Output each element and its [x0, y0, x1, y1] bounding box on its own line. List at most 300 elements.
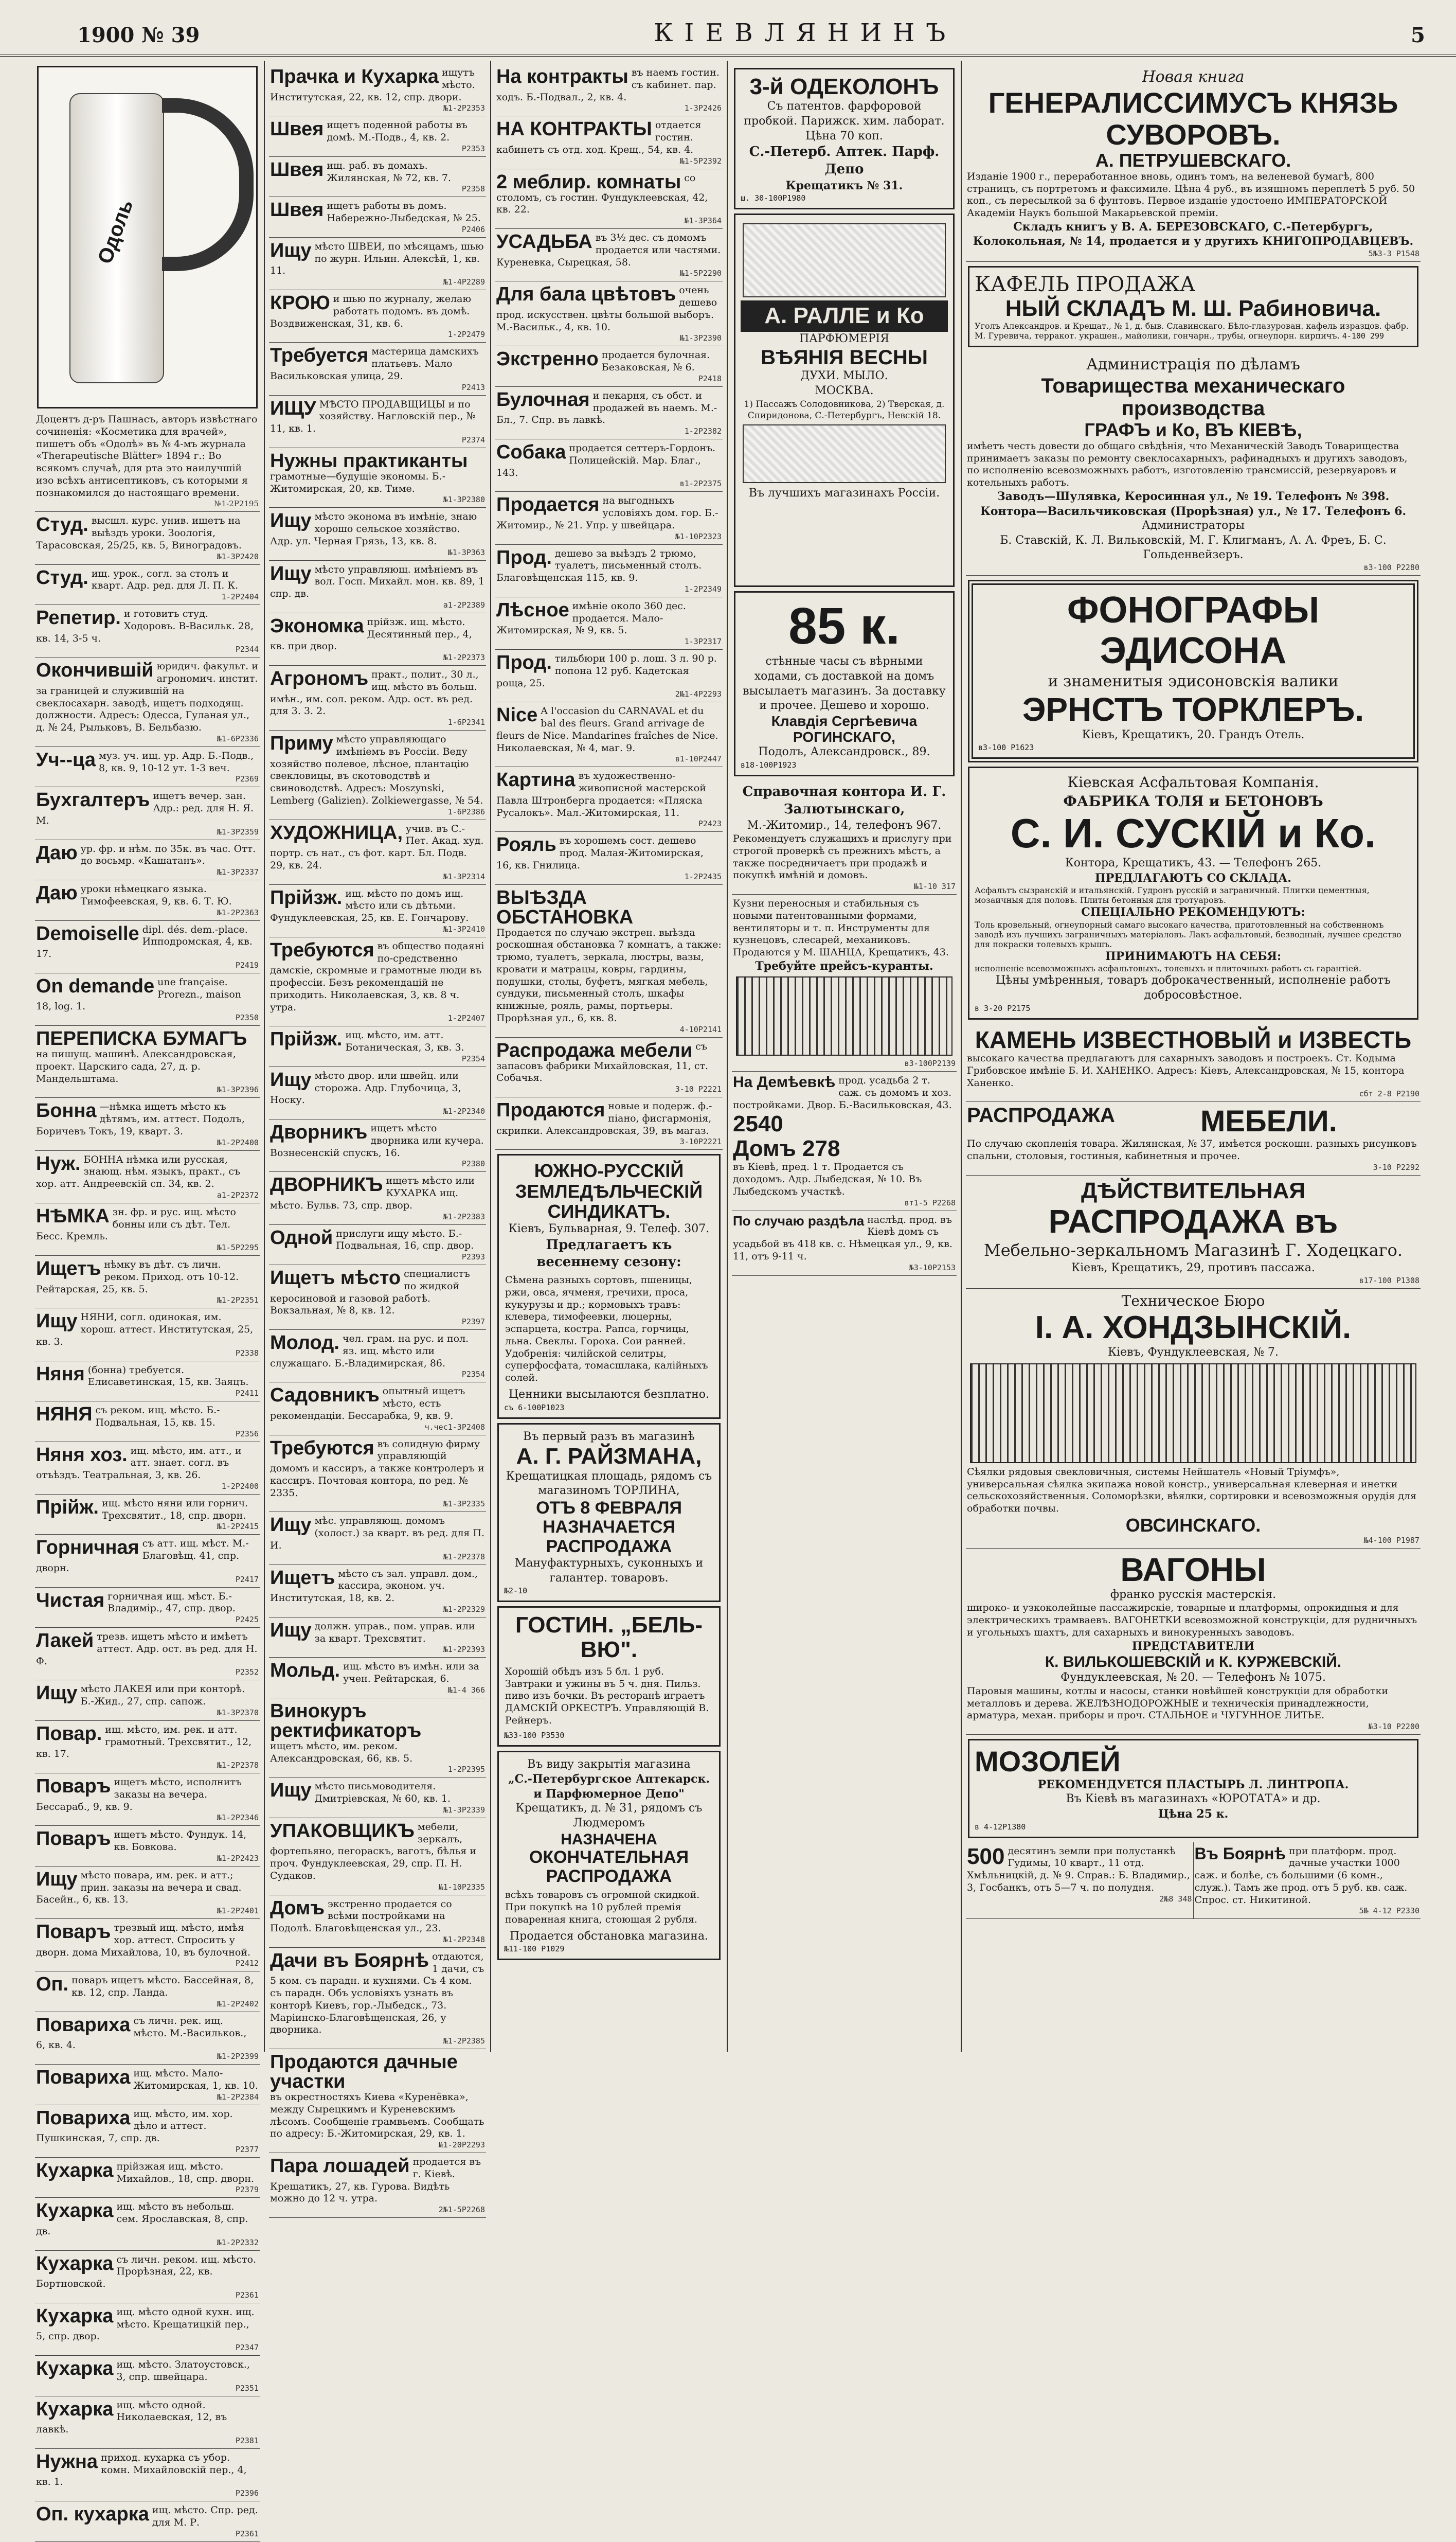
khondzynsky-address: Кіевъ, Фундуклеевская, № 7. [1108, 1346, 1279, 1359]
ad-headword: Картина [496, 769, 576, 791]
ad-headword: Экономка [270, 615, 364, 637]
classified-ad [495, 832, 723, 884]
kafel-title: НЫЙ СКЛАДЪ М. Ш. Рабиновича. [1005, 295, 1381, 321]
ad-reference: P2369 [235, 774, 259, 784]
ad-headword: Продается [496, 494, 600, 516]
ad-reference: P2412 [235, 1959, 259, 1968]
spravochnaya-title: Справочная контора И. Г. Залютынскаго, [742, 784, 946, 817]
classified-ad [269, 508, 486, 560]
classified-ad [35, 1308, 260, 1361]
ad-text: въ 3½ дес. съ домомъ продается или частями. Куреневка, Сырецкая, 58. [496, 232, 721, 268]
classified-ad [269, 1067, 486, 1119]
ad-text: ищ. мѣсто няни или горнич. Трехсвятит., 18, спр. дворн. [101, 1497, 248, 1521]
ad-reference: №1-20P2293 [438, 2140, 485, 2149]
classified-ad [269, 1658, 486, 1698]
syndicate-advertisement [497, 1154, 721, 1418]
ad-reference: 3-10 P2221 [675, 1085, 722, 1094]
ad-reference: №1-3P2390 [679, 333, 722, 343]
classified-ad [269, 731, 486, 820]
ad-reference: №1-2P2383 [443, 1212, 485, 1221]
mozoli-title: МОЗОЛЕЙ [975, 1745, 1121, 1778]
suskiy-special: СПЕЦІАЛЬНО РЕКОМЕНДУЮТЪ: [1081, 905, 1305, 919]
classified-ad [269, 1026, 486, 1067]
suskiy-text2: Толь кровельный, огнеупорный самаго высокаго качества, приготовленный на собственномъ заводѣ изъ лучшихъ заграничныхъ матеріаловъ. Лакъ асфальтовый, безводный, лучшее средство для покраски толевыхъ крышъ. [975, 919, 1401, 949]
edison-sub: и знаменитыя эдисоновскія валики [1048, 672, 1339, 691]
ad-text: мѣсто съ зал. управл. дом., кассира, эконом. уч. Институтская, 18, кв. 2. [270, 1568, 478, 1604]
demievka-advertisement [732, 1072, 957, 1211]
raizman-advertisement [497, 1423, 721, 1603]
ad-reference: P2344 [235, 645, 259, 654]
ad-reference: №33-100 P3530 [504, 1730, 565, 1740]
ad-headword: Прачка и Кухарка [270, 66, 439, 87]
ad-headword: Прійзж. [270, 886, 343, 909]
ad-text: ищ. мѣсто одной кухн. ищ. мѣсто. Крещатицкій пер., 5, спр. двор. [36, 2306, 255, 2342]
ad-text: мебели, зеркалъ, фортепьяно, пегораскъ, ваготъ, бѣлья и проч. Фундуклеевская, 29, спр. П. Н. Судаков. [270, 1821, 476, 1881]
ad-text: ищ. мѣсто по домъ ищ. мѣсто или съ дѣтьми. Фундуклеевская, 25, кв. Е. Гончарову. [270, 887, 469, 923]
classified-ad [35, 1919, 260, 1971]
ad-reference: №2-10 [504, 1586, 528, 1596]
ad-headword: Кухарка [36, 2252, 114, 2274]
ad-reference: в18-100P1923 [741, 760, 797, 770]
ad-reference: №1-2P2351 [217, 1295, 259, 1305]
ad-reference: P2338 [235, 1348, 259, 1358]
vagony-text: широко- и узкоколейные пассажирскіе, товарные и платформы, опрокидныя и для электрическихъ трамваевъ. ВАГОНЕТКИ всевозможной конструкціи, для рудничныхъ и угольныхъ шахтъ, для сахарныхъ и винокуренныхъ заводовъ. [967, 1602, 1417, 1638]
ad-reference: №1-10P2335 [438, 1882, 485, 1892]
ad-text: уроки нѣмецкаго языка. Тимофеевская, 9, кв. 6. Т. Ю. [80, 883, 232, 907]
newspaper-title: КІЕВЛЯНИНЪ [654, 19, 957, 47]
mebel-advertisement [966, 1102, 1421, 1175]
ad-reference: P2380 [461, 1159, 485, 1169]
ralle-brand: А. РАЛЛЕ и Ко [741, 300, 948, 331]
classified-ad [35, 1588, 260, 1628]
watch-text: стѣнные часы съ вѣрными ходами, съ доставкой на домъ высылаетъ магазинъ. За доставку и прочее. Дешево и хорошо. [743, 655, 946, 713]
graf-admin-label: Администраторы [1141, 519, 1245, 532]
ad-headword: Молод. [270, 1332, 339, 1354]
ad-headword: Винокуръ ректификаторъ [270, 1700, 422, 1741]
suskiy-address: Контора, Крещатикъ, 43. — Телефонъ 265. [1065, 857, 1322, 870]
ad-reference: P2425 [235, 1615, 259, 1624]
classified-ad [35, 1628, 260, 1680]
ad-text: мѣсто эконома въ имѣніе, знаю хорошо сельское хозяйство. Адр. ул. Черная Грязь, 13, кв. 8. [270, 511, 477, 547]
ad-reference: 1-2P2404 [221, 592, 259, 601]
classified-ad [35, 1535, 260, 1587]
ad-reference: №4-100 Р1987 [1363, 1535, 1419, 1545]
ad-headword: Ищу [270, 562, 312, 584]
ad-reference: №1-3P2396 [217, 1085, 259, 1095]
ad-headword: Продаются дачные участки [270, 2051, 458, 2092]
ad-headword: Поваръ [36, 1828, 111, 1850]
ad-headword: ВЫѢЗДА ОБСТАНОВКА [496, 886, 634, 928]
classified-ad [35, 1442, 260, 1495]
vagony-title: ВАГОНЫ [1120, 1551, 1266, 1588]
ad-text: ищ. мѣсто въ небольш. сем. Ярославская, 8, спр. дв. [36, 2201, 248, 2237]
ad-reference: 1-2P2395 [447, 1765, 485, 1774]
ad-headword: Требуются [270, 1437, 374, 1459]
ad-headword: ДВОРНИКЪ [270, 1174, 383, 1196]
ad-text: прійзжая ищ. мѣсто. Михайлов., 18, спр. дворн. [116, 2160, 255, 2184]
ralle-advertisement [734, 214, 955, 587]
classified-ad [35, 2501, 260, 2542]
khodetsky-sub: Мебельно-зеркальномъ Магазинѣ Г. Ходецкаго. [983, 1240, 1403, 1260]
ad-headword: Студ. [36, 566, 88, 589]
ad-text: трезв. ищетъ мѣсто и имѣетъ аттест. Адр. ост. въ ред. для Н. Ф. [36, 1631, 258, 1667]
ad-reference: №1-3P2359 [217, 827, 259, 837]
ad-reference: №1-2P2378 [443, 1552, 485, 1561]
ad-text: и готовитъ студ. Ходоровъ. В-Васильк. 28, кв. 14, 3-5 ч. [36, 608, 254, 644]
dom-label: Домъ 278 [733, 1136, 840, 1162]
column-4 [728, 61, 962, 2052]
ad-reference: №1-2P2348 [443, 1934, 485, 1944]
classified-ad [35, 1026, 260, 1098]
odekolon-address: Крещатикъ № 31. [785, 179, 903, 192]
ad-headword: Для бала цвѣтовъ [496, 283, 676, 306]
suskiy-pre: Кіевская Асфальтовая Компанія. [1067, 774, 1319, 791]
classified-ad [495, 439, 723, 492]
suskiy-foot: Цѣны умѣренныя, товаръ доброкачественный, исполненіе работъ добросовѣстное. [995, 974, 1391, 1002]
ad-headword: Повариха [36, 2107, 131, 2129]
classified-ad [495, 545, 723, 597]
ad-text: дешево за выѣздъ 2 трюмо, туалетъ, письменный столъ. Благовѣщенская 115, кв. 9. [496, 547, 702, 583]
classified-ad [35, 1866, 260, 1919]
watches-advertisement [734, 591, 955, 776]
ad-reference: P2361 [235, 2290, 259, 2300]
ad-reference: P2411 [235, 1389, 259, 1398]
ad-reference: №1-4 366 [447, 1685, 485, 1695]
ad-reference: P2358 [461, 184, 485, 194]
column-1 [31, 61, 265, 2538]
ad-text: практ., полит., 30 л., ищ. мѣсто въ больш. имѣн., им. сол. реком. Адр. ост. въ ред. для 3. 3. 2. [270, 669, 479, 717]
ad-text: и шью по журналу, желаю работать подомъ. въ домѣ. Воздвиженская, 31, кв. 6. [270, 293, 472, 329]
classified-ad [495, 492, 723, 544]
ad-text: отдается гостин. кабинетъ съ отд. ход. Крещ., 54, кв. 4. [496, 119, 702, 155]
ad-text: ищ. мѣсто, им. атт., и атт. знает. согл. въ отъѣздъ. Театральная, 3, кв. 26. [36, 1445, 242, 1481]
ralle-line1: ПАРФЮМЕРІЯ [799, 332, 889, 345]
ad-reference: №1-2P2363 [217, 908, 259, 917]
ad-headword: Швея [270, 158, 324, 181]
syndicate-title: ЮЖНО-РУССКІЙ ЗЕМЛЕДѢЛЬЧЕСКІЙ СИНДИКАТЪ. [515, 1160, 703, 1222]
ad-headword: Даю [36, 842, 78, 864]
ad-reference: P2419 [235, 960, 259, 970]
kafel-lead: КАФЕЛЬ ПРОДАЖА [975, 272, 1196, 296]
ad-reference: 1-6P2341 [447, 718, 485, 727]
inheritance-lead: По случаю раздѣла [733, 1213, 865, 1229]
bottom-ads-row [966, 1842, 1421, 1919]
odol-testimonial [35, 411, 260, 512]
ad-text: ищ. мѣсто, им. рек. и атт. грамотный. Трехсвятит., 12, кв. 17. [36, 1723, 252, 1760]
khodetsky-advertisement [966, 1176, 1421, 1289]
raizman-name: А. Г. РАЙЗМАНА, [516, 1444, 702, 1469]
ad-headword: Повариха [36, 2014, 131, 2036]
classified-ad [269, 2153, 486, 2218]
ad-headword: Прійж. [36, 1496, 99, 1518]
classified-ad [495, 281, 723, 346]
floral-ornament-icon [743, 223, 946, 297]
ad-headword: Повариха [36, 2067, 131, 2088]
ad-reference: а1-2P2389 [443, 600, 485, 610]
ad-headword: Требуются [270, 939, 374, 961]
ad-reference: №1-3P2337 [217, 867, 259, 877]
classified-ad [495, 1097, 723, 1150]
ad-text: ищетъ мѣсто, им. реком. Александровская, 66, кв. 5. [270, 1740, 413, 1764]
classified-ad [35, 1361, 260, 1402]
classified-ad [35, 2396, 260, 2449]
classified-list-col2 [269, 64, 486, 2218]
ad-headword: ПЕРЕПИСКА БУМАГЪ [36, 1028, 247, 1050]
mozoli-price: Цѣна 25 к. [1158, 1807, 1229, 1821]
ad-headword: Нужна [36, 2450, 98, 2473]
ad-text: ищ. мѣсто, им. атт. Ботаническая, 3, кв. 3. [345, 1029, 464, 1053]
graf-pre: Администрація по дѣламъ [1086, 355, 1300, 374]
classified-ad [269, 2049, 486, 2153]
graf-office: Контора—Васильчиковская (Прорѣзная) ул., № 17. Телефонъ 6. [980, 504, 1407, 518]
ad-text: A l'occasion du CARNAVAL et du bal des fleurs. Grand arrivage de fleurs de Nice. Mandarines fraîches de Nice. Николаевская, № 4, маг. 9. [496, 705, 718, 754]
ad-text: ищ. мѣсто. Златоустовск., 3, спр. швейцара. [116, 2359, 250, 2383]
ad-text: ищ. мѣсто въ имѣн. или за учен. Рейтарская, 6. [343, 1661, 479, 1684]
ad-headword: Кухарка [36, 2200, 114, 2222]
graf-admins: Б. Ставскій, К. Л. Вильковскій, М. Г. Клигманъ, А. А. Фреъ, Б. С. Гольденвейзеръ. [1000, 534, 1387, 562]
issue-number: 1900 № 39 [77, 23, 200, 47]
ad-headword: Окончившій [36, 660, 154, 682]
ad-text: МѢСТО ПРОДАВЩИЦЫ и по хозяйству. Нагловскій пер., № 11, кв. 1. [270, 398, 476, 434]
classified-ad [35, 2251, 260, 2303]
suvorov-advertisement [966, 64, 1421, 262]
classified-ad [35, 2449, 260, 2501]
closing-lead: НАЗНАЧЕНА [561, 1830, 657, 1848]
odol-neck-icon [162, 98, 254, 271]
mebel-text: По случаю скопленія товара. Жилянская, № 37, имѣется роскошн. разныхъ рисунковъ спальни, столовыя, гостиныя, кабинетныя и прочее. [967, 1138, 1417, 1162]
ad-text: (бонна) требуется. Елисаветинская, 15, кв. Заяцъ. [87, 1364, 249, 1388]
vagony-rep: ПРЕДСТАВИТЕЛИ [1131, 1639, 1255, 1653]
ad-reference: №1-2P2415 [217, 1522, 259, 1532]
inheritance-text: наслѣд. прод. въ Кіевѣ домъ съ усадьбой въ 418 кв. с. Нѣмецкая ул., 9, кв. 11, отъ 9-11 ч. [733, 1214, 952, 1262]
mebel-title: МЕБЕЛИ. [1200, 1105, 1337, 1139]
classified-ad [269, 937, 486, 1027]
khondzynsky-text: Сѣялки рядовыя свекловичныя, системы Нейшатель «Новый Тріумфъ», универсальная сѣялка экипажа новой констр., универсальная клеверная и инетки сельскохозяйственныя. Соломорѣзки, вѣялки, сортировки и всевозможныя орудія для обработки почвы. [967, 1466, 1417, 1515]
classified-ad [35, 2158, 260, 2198]
classified-ad [35, 1256, 260, 1308]
classified-ad [35, 1401, 260, 1442]
ad-reference: 1-2P2407 [447, 1014, 485, 1023]
ad-headword: Рояль [496, 834, 556, 856]
ad-headword: Няня [36, 1363, 85, 1385]
ad-reference: 3-10 Р2292 [1373, 1162, 1419, 1172]
ad-text: ур. фр. и нѣм. по 35к. въ час. Отт. до восьмр. «Кашатанъ». [80, 843, 256, 867]
suvorov-depot: Складъ книгъ у В. А. БЕРЕЗОВСКАГО, С.-Петербургъ, Колокольная, № 14, продается и у другихъ КНИГОПРОДАВЦЕВЪ. [973, 220, 1414, 248]
khodetsky-address: Кіевъ, Крещатикъ, 29, противъ пассажа. [1071, 1261, 1315, 1275]
ad-text: въ наемъ гостин. съ кабинет. пар. ходъ. Б.-Подвал., 2, кв. 4. [496, 67, 720, 103]
ad-headword: УСАДЬБА [496, 231, 592, 253]
suskiy-advertisement [968, 767, 1418, 1019]
ad-headword: Бонна [36, 1100, 97, 1122]
ad-text: приход. кухарка съ убор. комн. Михайловскій пер., 4, кв. 1. [36, 2451, 247, 2488]
ad-reference: P2381 [235, 2436, 259, 2445]
classified-ad [269, 1382, 486, 1435]
syndicate-note: Ценники высылаются безплатно. [508, 1388, 710, 1401]
classified-ad [495, 64, 723, 116]
ad-text: специалистъ по жидкой керосиновой и газовой работѣ. Вокзальная, № 8, кв. 12. [270, 1268, 470, 1317]
ad-reference: ч.чес1-3P2408 [424, 1422, 485, 1432]
classified-ad [269, 1512, 486, 1565]
watch-price: 85 к. [788, 597, 900, 655]
ad-text: ищетъ мѣсто. Фундук. 14, кв. Бовкова. [114, 1829, 247, 1853]
classified-ad [269, 1565, 486, 1617]
ad-reference: P2418 [698, 374, 722, 383]
ad-headword: Ищетъ мѣсто [270, 1267, 401, 1289]
ralle-line2: ВѢЯНІЯ ВЕСНЫ [761, 346, 928, 369]
ad-reference: в 3-20 Р2175 [975, 1003, 1031, 1013]
ad-headword: Поваръ [36, 1775, 111, 1797]
ad-headword: Мольд. [270, 1660, 340, 1682]
classified-ad [35, 1826, 260, 1866]
ad-reference: в1-10P2447 [675, 754, 722, 764]
classified-ad [35, 973, 260, 1026]
ad-reference: №1-2P2378 [217, 1761, 259, 1770]
ad-text: ищетъ вечер. зан. Адр.: ред. для Н. Я. М. [36, 790, 254, 826]
ad-text: имѣніе около 360 дес. продается. Мало-Житомирская, № 9, кв. 5. [496, 600, 686, 636]
suskiy-text: Асфальтъ сызранскій и итальянскій. Гудронъ русскій и заграничный. Плитки цементныя, мозаичныя для половъ. Плиты бетонныя для тротуаровъ. [975, 885, 1370, 905]
classified-ad [35, 1151, 260, 1203]
inheritance-advertisement [732, 1211, 957, 1276]
classified-ad [35, 787, 260, 840]
classified-ad [495, 116, 723, 169]
ad-headword: Домъ [270, 1897, 325, 1919]
ad-reference: 3-10P2221 [679, 1137, 722, 1147]
land-advertisement [966, 1842, 1194, 1919]
demievka-text2: въ Кіевѣ, пред. 1 т. Продается съ доходомъ. Адр. Лыбедская, № 10. Въ Лыбедскомъ участкѣ. [733, 1161, 922, 1197]
anvil-illustration-icon [736, 976, 952, 1056]
ad-reference: №1-3P2370 [217, 1708, 259, 1717]
ad-reference: №1-6P2336 [217, 734, 259, 743]
classified-ad [495, 1038, 723, 1098]
ad-headword: Ищу [270, 1514, 312, 1536]
ad-text: на выгодныхъ условіяхъ дом. гор. Б.-Житомир., № 21. Упр. у швейцара. [496, 495, 718, 531]
ad-reference: 1-6P2386 [447, 807, 485, 816]
ad-text: горничная ищ. мѣст. Б.-Владимір., 47, спр. двор. [107, 1590, 236, 1614]
raizman-goods: Мануфактурныхъ, суконныхъ и галантер. товаровъ. [514, 1556, 704, 1585]
ad-headword: Повар. [36, 1722, 102, 1745]
khondzynsky-pre: Техническое Бюро [1121, 1292, 1265, 1309]
ad-text: отдаются, 1 дачи, съ 5 ком. съ парадн. и кухнями. Съ 4 ком. съ парадн. Объ условіяхъ узнать въ конторѣ Киевъ, гор.-Лыбедск., 73. Маріинско-Благовѣщенская, 26, у дворника. [270, 1950, 484, 2036]
ad-text: въ художественно-живописной мастерской Павла Штронберга продается: «Пляска Русалокъ». Мал.-Житомирская, 11. [496, 770, 706, 819]
graf-title: Товарищества механическаго производства [1041, 375, 1345, 420]
classified-ad [35, 1680, 260, 1721]
odol-text: Доцентъ д-ръ Пашнасъ, авторъ извѣстнаго сочиненія: «Косметика для врачей», пишетъ объ «Одолѣ» въ № 4-мъ журнала «Therapeutische Blätter» 1894 г.: Во всякомъ случаѣ, для рта это наилучшій изо всѣхъ антисептиковъ, съ которыми я познакомился до настоящаго времени. [36, 414, 258, 499]
ad-text: ищетъ работы въ домъ. Набережно-Лыбедская, № 25. [327, 200, 481, 224]
ad-reference: №1-2P2393 [443, 1645, 485, 1655]
classified-ad [269, 666, 486, 731]
classified-ad [269, 197, 486, 238]
classified-ad [269, 1330, 486, 1382]
classified-ad [35, 2012, 260, 2065]
ad-headword: Репетир. [36, 607, 121, 629]
ad-reference: в17-100 Р1308 [1359, 1275, 1419, 1285]
ad-reference: P2406 [461, 224, 485, 234]
closing-store: „С.-Петербургское Аптекарск. и Парфюмерное Депо" [508, 1772, 710, 1801]
ad-headword: Студ. [36, 514, 88, 536]
ad-text: съ запасовъ фабрики Михайловская, 11, ст. Собачья. [496, 1040, 709, 1084]
ad-reference: 1-3P2426 [684, 103, 722, 113]
floral-ornament-icon [743, 424, 946, 483]
shantz-text: Кузни переносныя и стабильныя съ новыми патентованными формами, вентиляторы и т. п. Инструменты для кузнецовъ, слесарей, механиковъ. Продаются у М. ШАНЦА, Крещатикъ, 43. [733, 898, 949, 958]
classified-ad [35, 512, 260, 564]
ad-headword: Ищу [270, 1069, 312, 1091]
classified-ad [35, 1773, 260, 1826]
classified-ad [269, 1265, 486, 1330]
ad-reference: P2374 [461, 435, 485, 445]
ad-headword: Оп. [36, 1974, 69, 1996]
ralle-foot: Въ лучшихъ магазинахъ Россіи. [748, 486, 940, 500]
ad-text: ищетъ мѣсто или КУХАРКА ищ. мѣсто. Бульв. 73, спр. двор. [270, 1175, 475, 1211]
ad-headword: Дачи въ Боярнѣ [270, 1949, 429, 1971]
classified-ad [495, 597, 723, 650]
ad-text: ищутъ мѣсто. Институтская, 22, кв. 12, спр. двори. [270, 67, 475, 103]
ad-text: мѣсто двор. или швейц. или сторожа. Адр. Глубочица, 3, Носку. [270, 1070, 461, 1106]
ad-reference: №1-3P2410 [443, 924, 485, 934]
ad-reference: №1-3P363 [447, 547, 485, 557]
ad-headword: КРОЮ [270, 292, 330, 314]
ad-reference: P2423 [698, 819, 722, 829]
ad-reference: №1-3P2380 [443, 495, 485, 505]
ad-text: зн. фр. и рус. ищ. мѣсто бонны или съ дѣт. Тел. Бесс. Кремль. [36, 1206, 236, 1242]
ad-text: продается булочная. Безаковская, № 6. [601, 349, 710, 373]
watch-seller: Клавдія Сергѣевича РОГИНСКАГО, [771, 713, 918, 745]
ad-reference: 1-2P2400 [221, 1481, 259, 1491]
syndicate-address: Кіевъ, Бульварная, 9. Телеф. 307. [508, 1222, 710, 1236]
closing-pre: Въ виду закрытія магазина [527, 1757, 691, 1771]
graf-advertisement [966, 351, 1421, 576]
odekolon-title: 3-й ОДЕКОЛОНЪ [749, 74, 939, 99]
classified-ad [269, 1172, 486, 1224]
ad-reference: в3-100P2139 [904, 1059, 956, 1069]
ad-reference: P2397 [461, 1317, 485, 1326]
ad-text: должн. управ., пом. управ. или за кварт. Трехсвятит. [314, 1620, 475, 1644]
edison-address: Кіевъ, Крещатикъ, 20. Грандъ Отель. [1082, 728, 1305, 741]
classified-ad [495, 702, 723, 767]
ad-reference: в3-100 Р1623 [978, 743, 1034, 753]
khodetsky-pre: ДѢЙСТВИТЕЛЬНАЯ [1081, 1178, 1306, 1203]
classified-ad [35, 1721, 260, 1773]
ad-reference: P2351 [235, 2383, 259, 2393]
ralle-stores: 1) Пассажъ Солодовникова, 2) Тверская, д. Спиридонова, С.-Петербургъ, Невскій 18. [744, 399, 945, 421]
ad-headword: Кухарка [36, 2305, 114, 2327]
vagony-text2: Паровыя машины, котлы и насосы, станки новѣйшей конструкціи для обработки металловъ и дерева. ЖЕЛѢЗНОДОРОЖНЫЕ и техническія принадлежности, арматура, механ. приборы и проч. СТАЛЬНОЕ и ЧУГУННОЕ ЛИТЬЕ. [967, 1685, 1389, 1721]
ad-text: высшл. курс. унив. ищетъ на выѣздъ уроки. Зоологія, Тарасовская, 25/25, кв. 5, Виноградовъ. [36, 515, 242, 551]
ad-reference: №1-10P2323 [675, 531, 722, 541]
ad-reference: 1-2P2382 [684, 426, 722, 436]
ad-reference: P2356 [235, 1429, 259, 1438]
classified-ad [35, 880, 260, 921]
ad-reference: 5№ 4-12 Р2330 [1359, 1906, 1419, 1916]
classified-ad [269, 448, 486, 508]
column-5 [962, 61, 1425, 2052]
shantz-link: Требуйте прейсъ-куранты. [755, 959, 933, 973]
classified-ad [269, 1225, 486, 1266]
ad-headword: Садовникъ [270, 1384, 380, 1407]
ad-headword: Ищу [270, 510, 312, 532]
ad-reference: P2379 [235, 2185, 259, 2195]
ad-text: въ хорошемъ сост. дешево прод. Малая-Житомирская, 16, кв. Гнилица. [496, 835, 704, 871]
ad-text: учив. въ С.-Пет. Акад. худ. портр. съ нат., съ фот. карт. Бл. Подв. 29, кв. 24. [270, 823, 484, 871]
ad-reference: P2350 [235, 1013, 259, 1022]
ad-text: съ личн. реком. ищ. мѣсто. Прорѣзная, 22, кв. Бортновской. [36, 2253, 257, 2289]
ad-headword: НѢМКА [36, 1205, 110, 1227]
ad-reference: а1-2P2372 [217, 1190, 259, 1200]
ad-reference: №1-3P2335 [443, 1499, 485, 1509]
ad-reference: P2347 [235, 2343, 259, 2352]
classified-ad [269, 1948, 486, 2049]
edison-name: ЭРНСТЪ ТОРКЛЕРЪ. [1022, 691, 1364, 728]
vagony-advertisement [966, 1549, 1421, 1735]
